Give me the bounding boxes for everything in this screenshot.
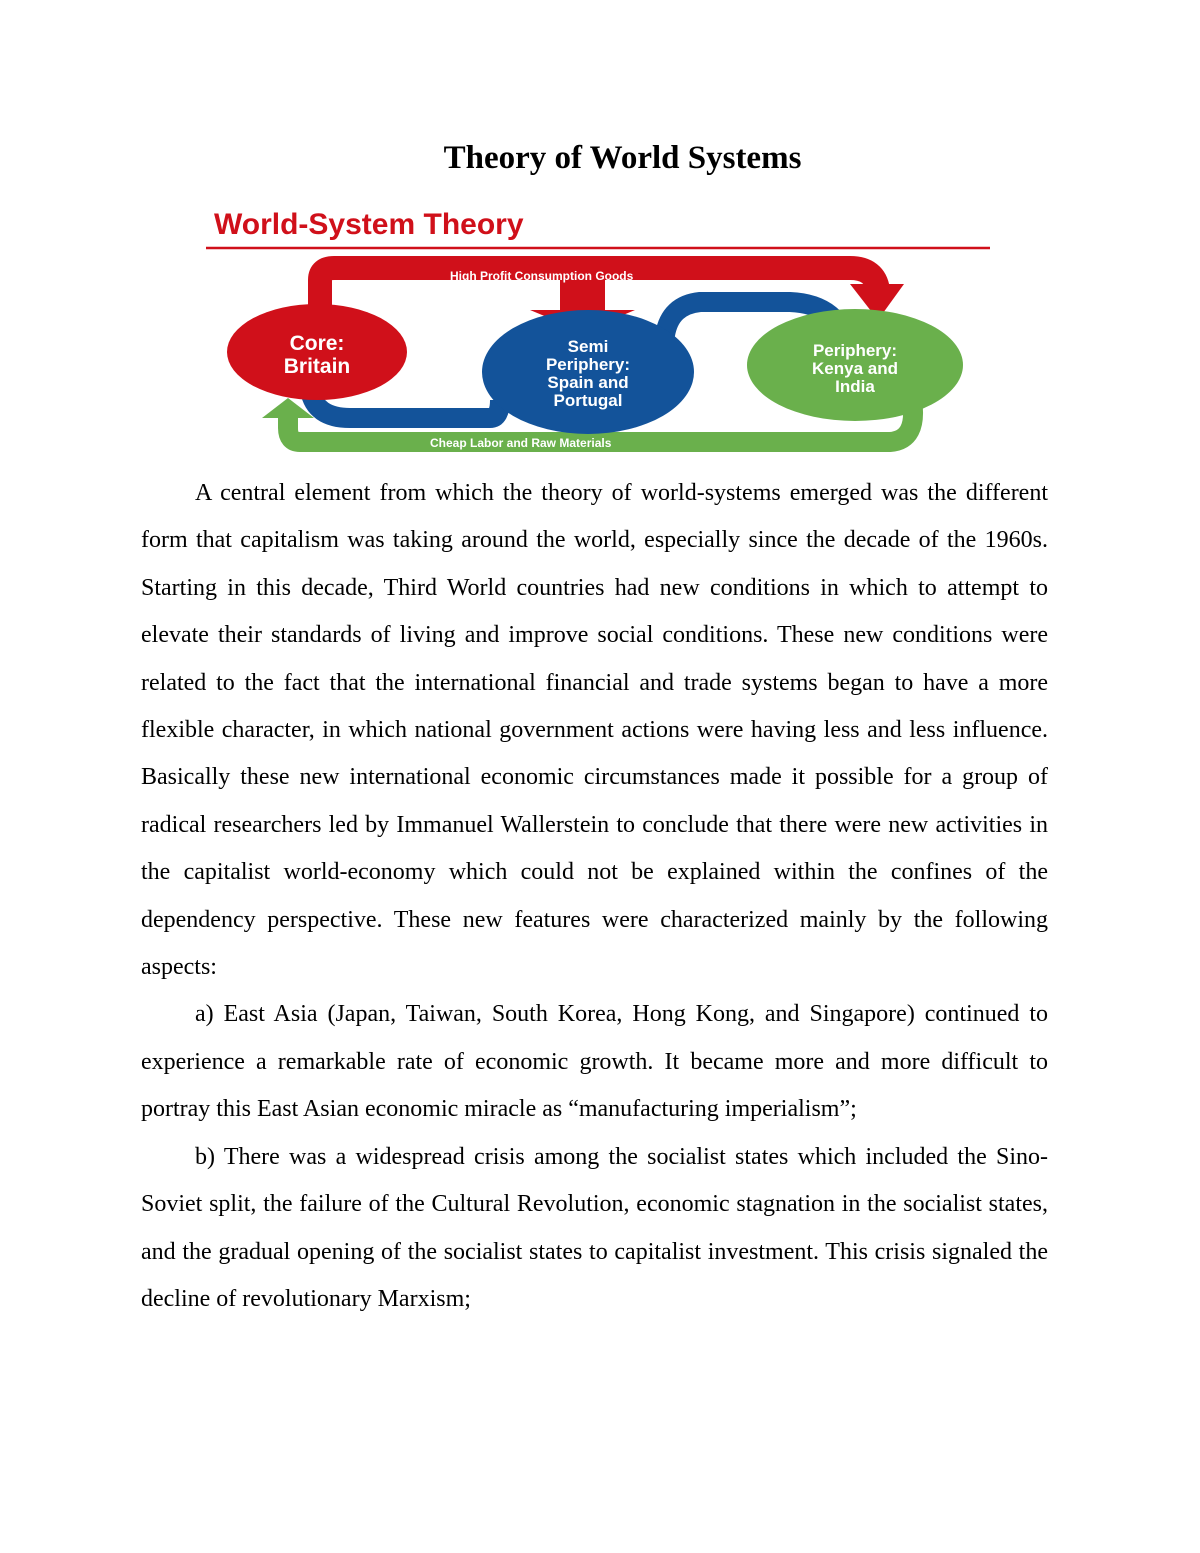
- bottom-arrow-label: Cheap Labor and Raw Materials: [430, 436, 612, 450]
- periphery-label-line2: Kenya and: [812, 359, 898, 378]
- periphery-label-line3: India: [835, 377, 875, 396]
- paragraph-aspect-a: a) East Asia (Japan, Taiwan, South Korea, Hong Kong, and Singapore) continued to experience a remarkable rate of economic growth. It became more and more difficult to portray this East Asian economic miracle as “manufacturing imperialism”;: [141, 1001, 1048, 1123]
- document-title: Theory of World Systems: [443, 140, 802, 176]
- paragraph-intro: A central element from which the theory of world-systems emerged was the different form that capitalism was taking around the world, especially since the decade of the 1960s. Starting in this decade, Third World countries had new conditions in which to attempt to elevate their standards of living and improve social conditions. These new conditions were related to the fact that the international financial and trade systems began to have a more flexible character, in which national government actions were having less and less influence. Basically these new international economic circumstances made it possible for a group of radical researchers led by Immanuel Wallerstein to conclude that there were new activities in the capitalist world-economy which could not be explained within the confines of the dependency perspective. These new features were characterized mainly by the following aspects:: [141, 480, 1048, 981]
- semi-periphery-label-line3: Spain and: [547, 373, 629, 392]
- paragraph-aspect-b: b) There was a widespread crisis among the socialist states which included the Sino-Soviet split, the failure of the Cultural Revolution, economic stagnation in the socialist states, and the gradual opening of the socialist states to capitalist investment. This crisis signaled the decline of revolutionary Marxism;: [141, 1143, 1048, 1312]
- semi-periphery-label-line4: Portugal: [553, 391, 623, 410]
- semi-periphery-label-line2: Periphery:: [545, 355, 631, 374]
- periphery-label-line1: Periphery:: [812, 341, 898, 360]
- top-arrow-label: High Profit Consumption Goods: [450, 269, 634, 283]
- semi-periphery-label-line1: Semi: [567, 337, 609, 356]
- body-text: [141, 470, 1048, 1323]
- core-label-line1: Core:: [289, 332, 345, 355]
- world-system-diagram: [200, 200, 1000, 462]
- diagram-heading: World-System Theory: [214, 208, 524, 241]
- core-label-line2: Britain: [283, 355, 351, 378]
